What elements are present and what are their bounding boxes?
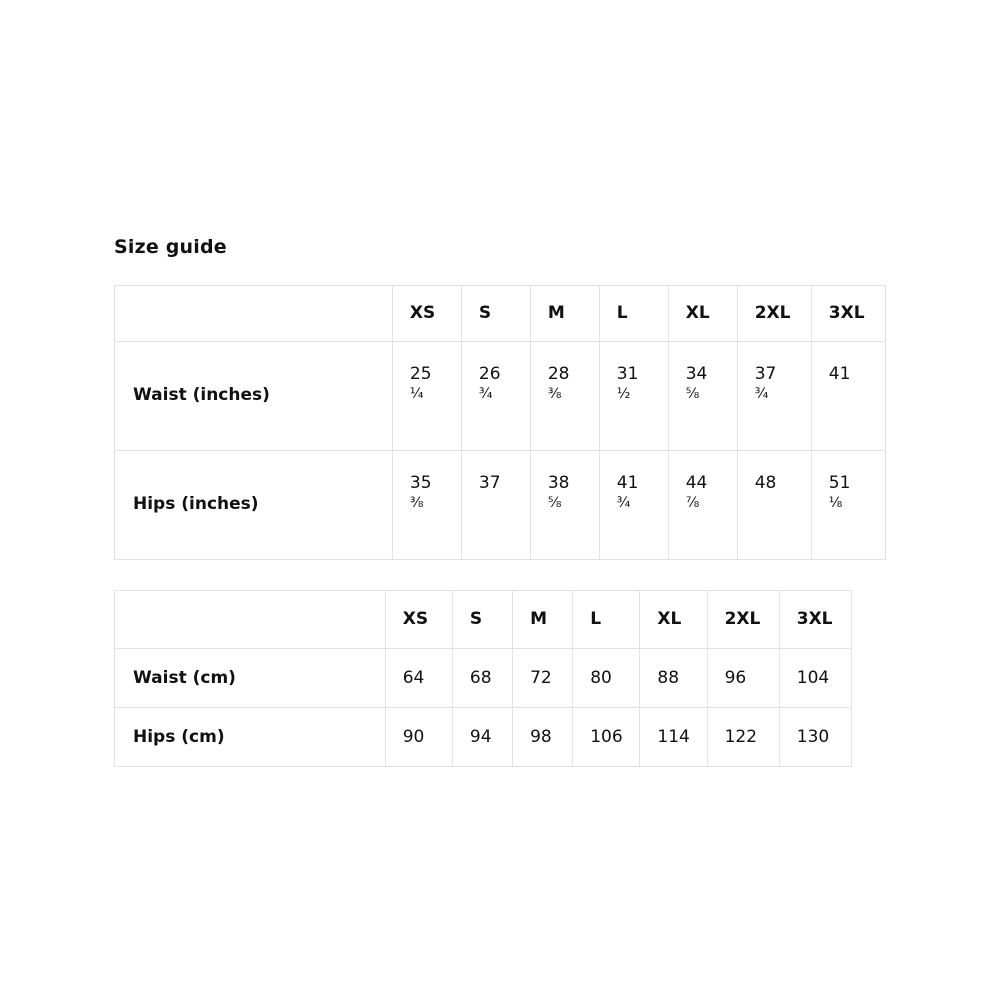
- value-whole: 37: [754, 363, 777, 384]
- column-header-l: L: [599, 285, 668, 341]
- value-fraction: ¾: [616, 494, 631, 511]
- value-fraction: ½: [616, 385, 631, 402]
- table-row: [115, 707, 852, 766]
- column-header-m: M: [530, 285, 599, 341]
- cell-waist-cm-xs: 64: [385, 648, 452, 707]
- cell-waist-inches-s: [461, 341, 530, 450]
- cell-hips-cm-xl: 114: [640, 707, 707, 766]
- column-header-s: S: [452, 590, 512, 648]
- cell-hips-cm-s: 94: [452, 707, 512, 766]
- row-label-hips-cm: Hips (cm): [115, 707, 386, 766]
- value-fraction: ⅜: [409, 494, 424, 511]
- value-fraction: ⅝: [547, 494, 562, 511]
- cell-hips-inches-l: [599, 450, 668, 559]
- column-header-3xl: 3XL: [779, 590, 851, 648]
- value-fraction: ⅝: [685, 385, 700, 402]
- column-header-s: S: [461, 285, 530, 341]
- cell-hips-inches-m: [530, 450, 599, 559]
- value-whole: 34: [685, 363, 708, 384]
- cell-hips-cm-3xl: 130: [779, 707, 851, 766]
- column-header-xl: XL: [640, 590, 707, 648]
- size-table-cm: [114, 590, 852, 767]
- value-whole: 41: [828, 363, 851, 384]
- row-label-waist-cm: Waist (cm): [115, 648, 386, 707]
- cell-waist-cm-m: 72: [513, 648, 573, 707]
- cell-waist-cm-xl: 88: [640, 648, 707, 707]
- column-header-3xl: 3XL: [811, 285, 885, 341]
- row-label-hips-inches: Hips (inches): [115, 450, 393, 559]
- cell-waist-inches-xl: [668, 341, 737, 450]
- value-whole: 48: [754, 472, 777, 493]
- cell-waist-inches-3xl: [811, 341, 885, 450]
- cell-hips-inches-xl: [668, 450, 737, 559]
- cell-waist-inches-m: [530, 341, 599, 450]
- value-fraction: ¼: [409, 385, 424, 402]
- size-table-inches: [114, 285, 886, 560]
- value-whole: 35: [409, 472, 432, 493]
- cell-hips-inches-s: [461, 450, 530, 559]
- cell-waist-cm-3xl: 104: [779, 648, 851, 707]
- value-whole: 44: [685, 472, 708, 493]
- value-fraction: ¾: [478, 385, 493, 402]
- cell-hips-cm-2xl: 122: [707, 707, 779, 766]
- cell-hips-cm-m: 98: [513, 707, 573, 766]
- column-header-2xl: 2XL: [737, 285, 811, 341]
- page-title: Size guide: [114, 236, 227, 258]
- cell-waist-cm-l: 80: [573, 648, 640, 707]
- column-header-2xl: 2XL: [707, 590, 779, 648]
- value-whole: 26: [478, 363, 501, 384]
- cell-hips-cm-l: 106: [573, 707, 640, 766]
- value-whole: 51: [828, 472, 851, 493]
- value-fraction: ⅜: [547, 385, 562, 402]
- cell-waist-inches-xs: [392, 341, 461, 450]
- corner-cell: [115, 285, 393, 341]
- table-row: [115, 648, 852, 707]
- value-fraction: ⅛: [828, 494, 843, 511]
- table-header-row: [115, 590, 852, 648]
- table-row: [115, 450, 886, 559]
- column-header-l: L: [573, 590, 640, 648]
- value-whole: 28: [547, 363, 570, 384]
- cell-waist-cm-2xl: 96: [707, 648, 779, 707]
- value-whole: 38: [547, 472, 570, 493]
- column-header-xs: XS: [385, 590, 452, 648]
- cell-hips-inches-xs: [392, 450, 461, 559]
- cell-hips-inches-3xl: [811, 450, 885, 559]
- value-fraction: ⅞: [685, 494, 700, 511]
- row-label-waist-inches: Waist (inches): [115, 341, 393, 450]
- value-whole: 31: [616, 363, 639, 384]
- table-header-row: [115, 285, 886, 341]
- column-header-xl: XL: [668, 285, 737, 341]
- cell-hips-inches-2xl: [737, 450, 811, 559]
- cell-waist-inches-2xl: [737, 341, 811, 450]
- table-row: [115, 341, 886, 450]
- value-whole: 37: [478, 472, 501, 493]
- corner-cell: [115, 590, 386, 648]
- column-header-m: M: [513, 590, 573, 648]
- value-whole: 41: [616, 472, 639, 493]
- size-guide-section: [114, 236, 886, 767]
- column-header-xs: XS: [392, 285, 461, 341]
- value-whole: 25: [409, 363, 432, 384]
- cell-waist-cm-s: 68: [452, 648, 512, 707]
- value-fraction: ¾: [754, 385, 769, 402]
- cell-hips-cm-xs: 90: [385, 707, 452, 766]
- cell-waist-inches-l: [599, 341, 668, 450]
